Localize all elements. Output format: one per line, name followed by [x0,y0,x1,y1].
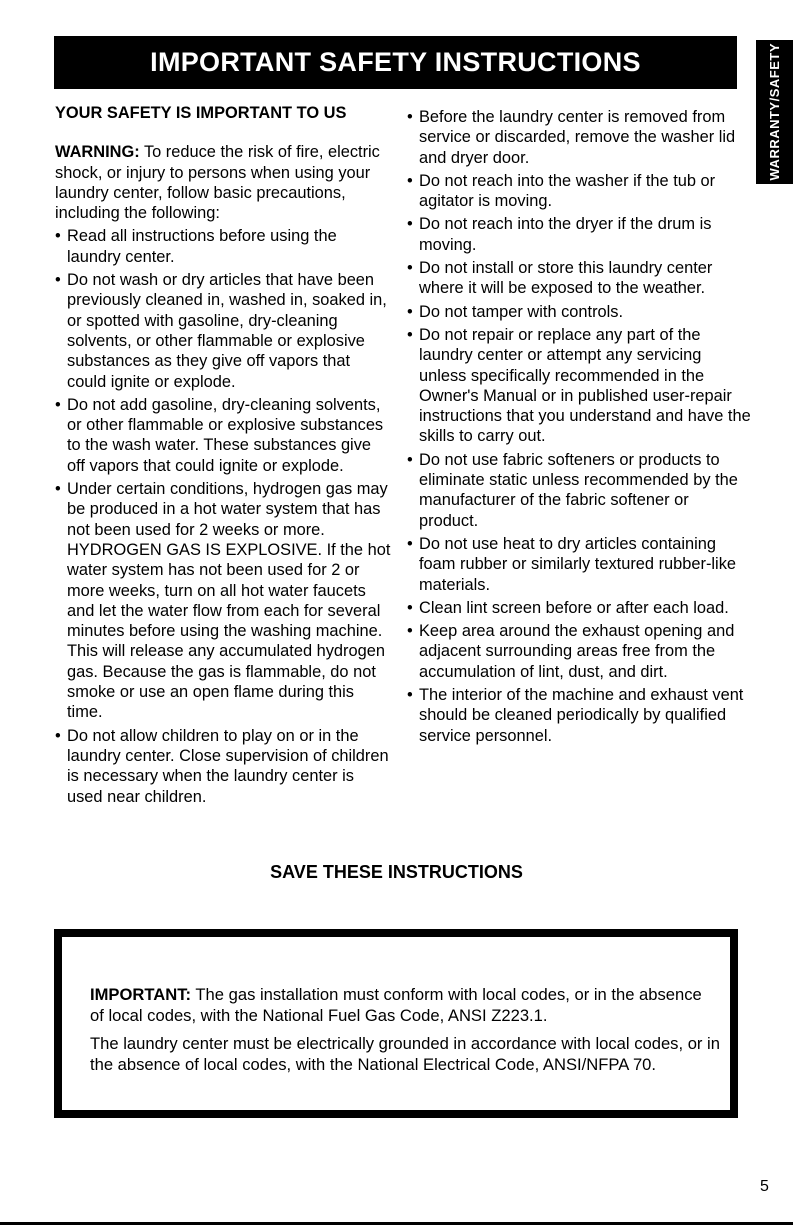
list-item: • Do not wash or dry articles that have been previously cleaned in, washed in, soaked in, or spotted with gasoline, dry-cleaning solvents, or other flammable or explosive substances as they give off vapors that could ignite or explode. [55,270,393,392]
notice-content [90,985,720,1083]
list-item: • Before the laundry center is removed from service or discarded, remove the washer lid and dryer door. [407,107,752,168]
list-item: • Read all instructions before using the laundry center. [55,226,393,267]
list-item: • Do not repair or replace any part of the laundry center or attempt any servicing unless specifically recommended in the Owner's Manual or in published user-repair instructions that you understand and have the skills to carry out. [407,325,752,447]
important-text: The gas installation must conform with local codes, or in the absence of local codes, with the National Fuel Gas Code, ANSI Z223.1. [90,985,702,1025]
list-item: • Do not reach into the washer if the tub or agitator is moving. [407,171,752,212]
list-item: • The interior of the machine and exhaust vent should be cleaned periodically by qualified service personnel. [407,685,752,746]
side-tab-label: WARRANTY/SAFETY [767,43,782,181]
save-instructions-heading: SAVE THESE INSTRUCTIONS [270,862,523,882]
grounding-paragraph: The laundry center must be electrically grounded in accordance with local codes, or in the absence of local codes, with the National Electrical Code, ANSI/NFPA 70. [90,1034,720,1074]
left-column [55,103,393,810]
important-notice-box [54,929,738,1118]
list-item: • Do not allow children to play on or in the laundry center. Close supervision of children is necessary when the laundry center is used near children. [55,726,393,807]
list-item: • Clean lint screen before or after each load. [407,598,752,618]
important-label: IMPORTANT: [90,985,192,1004]
section-side-tab [756,40,793,184]
page-number: 5 [760,1178,769,1195]
right-bullet-list [407,107,752,746]
warning-text: To reduce the risk of fire, electric shock, or injury to persons when using your laundry center, follow basic precautions, including the following: [55,143,380,223]
right-column [407,107,752,749]
warning-label: WARNING: [55,143,140,162]
safety-banner [54,36,737,89]
list-item: • Do not reach into the dryer if the drum is moving. [407,214,752,255]
list-item: • Do not use heat to dry articles containing foam rubber or similarly textured rubber-like materials. [407,534,752,595]
list-item: • Do not tamper with controls. [407,302,752,322]
left-bullet-list [55,226,393,806]
banner-title: IMPORTANT SAFETY INSTRUCTIONS [150,47,641,77]
list-item: • Do not add gasoline, dry-cleaning solvents, or other flammable or explosive substances to the wash water. These substances give off vapors that could ignite or explode. [55,395,393,476]
important-paragraph [90,985,720,1026]
list-item: • Do not install or store this laundry center where it will be exposed to the weather. [407,258,752,299]
list-item: • Under certain conditions, hydrogen gas may be produced in a hot water system that has not been used for 2 weeks or more. HYDROGEN GAS IS EXPLOSIVE. If the hot water system has not been used for 2 or more weeks, turn on all hot water faucets and let the water flow from each for several minutes before using the washing machine. This will release any accumulated hydrogen gas. Because the gas is flammable, do not smoke or use an open flame during this time. [55,479,393,723]
warning-paragraph [55,142,393,223]
list-item: • Keep area around the exhaust opening and adjacent surrounding areas free from the accumulation of lint, dust, and dirt. [407,621,752,682]
safety-heading: YOUR SAFETY IS IMPORTANT TO US [55,104,347,122]
list-item: • Do not use fabric softeners or products to eliminate static unless recommended by the manufacturer of the fabric softener or product. [407,450,752,531]
